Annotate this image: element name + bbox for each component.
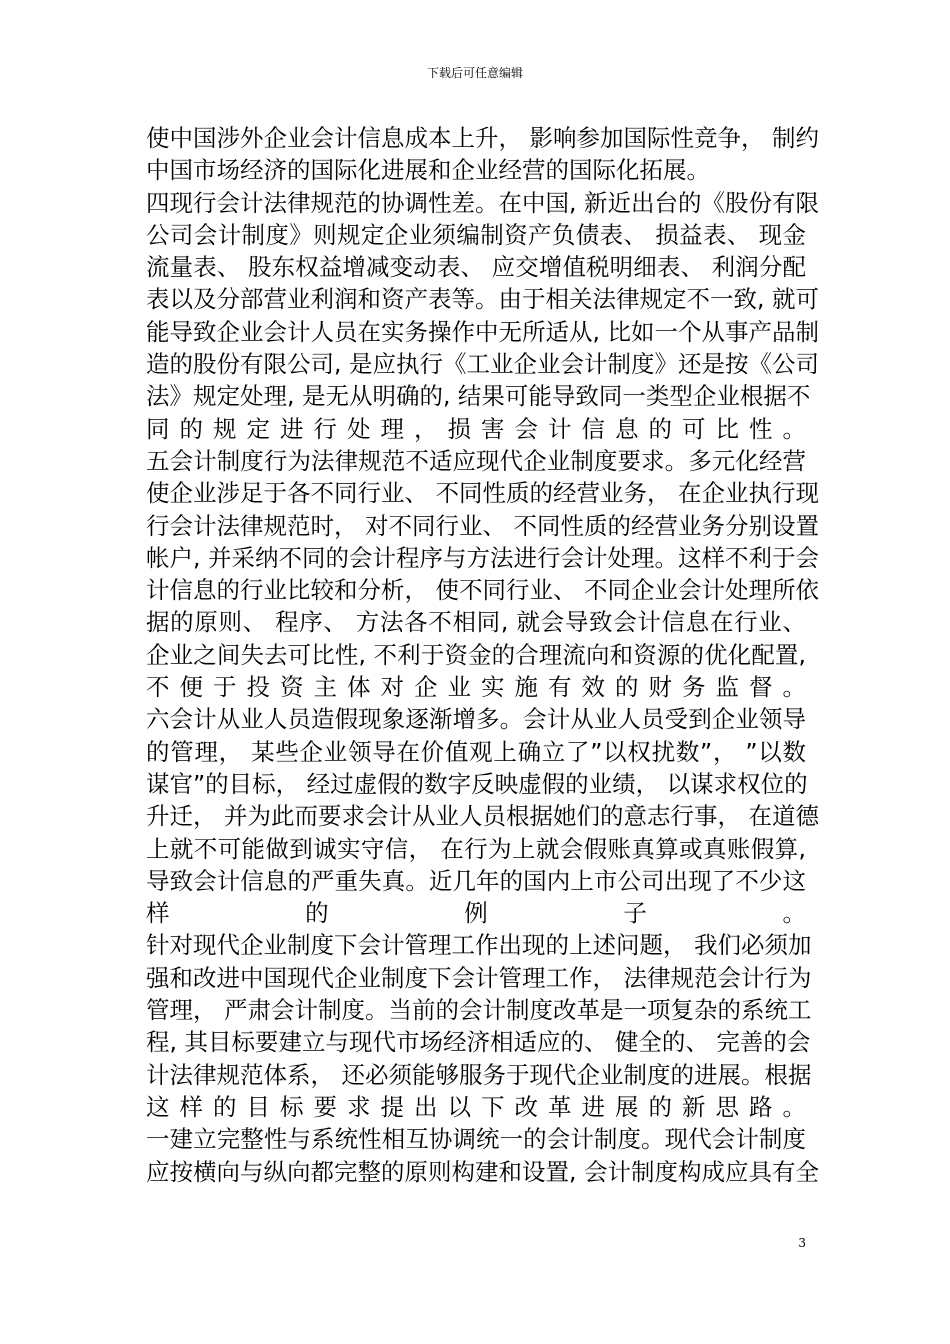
text-line: 据的原则、 程序、 方法各不相同, 就会导致会计信息在行业、 bbox=[146, 608, 806, 637]
text-line: 的管理， 某些企业领导在价值观上确立了”以权扰数”， ”以数 bbox=[146, 737, 806, 766]
page-header: 下载后可任意编辑 bbox=[426, 66, 523, 80]
text-line: 计信息的行业比较和分析， 使不同行业、 不同企业会计处理所依 bbox=[146, 576, 819, 605]
text-line: 同 的 规 定 进 行 处 理 ， 损 害 会 计 信 息 的 可 比 性 。 bbox=[146, 414, 806, 443]
body-text bbox=[146, 122, 819, 1188]
text-line: 企业之间失去可比性, 不利于资金的合理流向和资源的优化配置, bbox=[146, 640, 806, 669]
text-line: 表以及分部营业利润和资产表等。由于相关法律规定不一致, 就可 bbox=[146, 285, 819, 314]
text-line: 升迁， 并为此而要求会计从业人员根据她们的意志行事， 在道德 bbox=[146, 802, 819, 831]
text-line: 导致会计信息的严重失真。近几年的国内上市公司出现了不少这 bbox=[146, 866, 806, 895]
text-line: 使企业涉足于各不同行业、 不同性质的经营业务， 在企业执行现 bbox=[146, 479, 819, 508]
text-line: 这 样 的 目 标 要 求 提 出 以 下 改 革 进 展 的 新 思 路 。 bbox=[146, 1092, 806, 1121]
text-line: 管理， 严肃会计制度。当前的会计制度改革是一项复杂的系统工 bbox=[146, 996, 812, 1025]
text-line: 计法律规范体系， 还必须能够服务于现代企业制度的进展。根据 bbox=[146, 1060, 812, 1089]
text-line: 使中国涉外企业会计信息成本上升， 影响参加国际性竞争， 制约 bbox=[146, 124, 819, 152]
text-line: 公司会计制度》则规定企业须编制资产负债表、 损益表、 现金 bbox=[146, 220, 806, 249]
text-line: 上就不可能做到诚实守信， 在行为上就会假账真算或真账假算, bbox=[146, 834, 806, 863]
text-line: 六会计从业人员造假现象逐渐增多。会计从业人员受到企业领导 bbox=[146, 705, 806, 734]
text-line: 不 便 于 投 资 主 体 对 企 业 实 施 有 效 的 财 务 监 督 。 bbox=[146, 673, 806, 702]
page-number: 3 bbox=[798, 1236, 806, 1250]
text-line: 一建立完整性与系统性相互协调统一的会计制度。现代会计制度 bbox=[146, 1125, 806, 1154]
text-line: 能导致企业会计人员在实务操作中无所适从, 比如一个从事产品制 bbox=[146, 317, 819, 346]
text-line: 样 的 例 子 。 bbox=[146, 899, 806, 928]
text-line: 程, 其目标要建立与现代市场经济相适应的、 健全的、 完善的会 bbox=[146, 1028, 811, 1057]
text-line: 造的股份有限公司, 是应执行《工业企业会计制度》还是按《公司 bbox=[146, 350, 819, 379]
text-line: 四现行会计法律规范的协调性差。在中国, 新近出台的《股份有限 bbox=[146, 188, 819, 217]
text-line: 行会计法律规范时， 对不同行业、 不同性质的经营业务分别设置 bbox=[146, 511, 819, 540]
text-line: 流量表、 股东权益增减变动表、 应交增值税明细表、 利润分配 bbox=[146, 253, 806, 282]
text-line: 应按横向与纵向都完整的原则构建和设置, 会计制度构成应具有全 bbox=[146, 1157, 819, 1186]
text-line: 中国市场经济的国际化进展和企业经营的国际化拓展。 bbox=[146, 156, 710, 185]
text-line: 法》规定处理, 是无从明确的, 结果可能导致同一类型企业根据不 bbox=[146, 382, 811, 411]
text-line: 帐户, 并采纳不同的会计程序与方法进行会计处理。这样不利于会 bbox=[146, 543, 819, 572]
text-line: 谋官”的目标， 经过虚假的数字反映虚假的业绩， 以谋求权位的 bbox=[146, 769, 808, 798]
text-line: 强和改进中国现代企业制度下会计管理工作， 法律规范会计行为 bbox=[146, 963, 812, 992]
text-line: 针对现代企业制度下会计管理工作出现的上述问题， 我们必须加 bbox=[146, 931, 812, 960]
text-line: 五会计制度行为法律规范不适应现代企业制度要求。多元化经营 bbox=[146, 446, 806, 475]
